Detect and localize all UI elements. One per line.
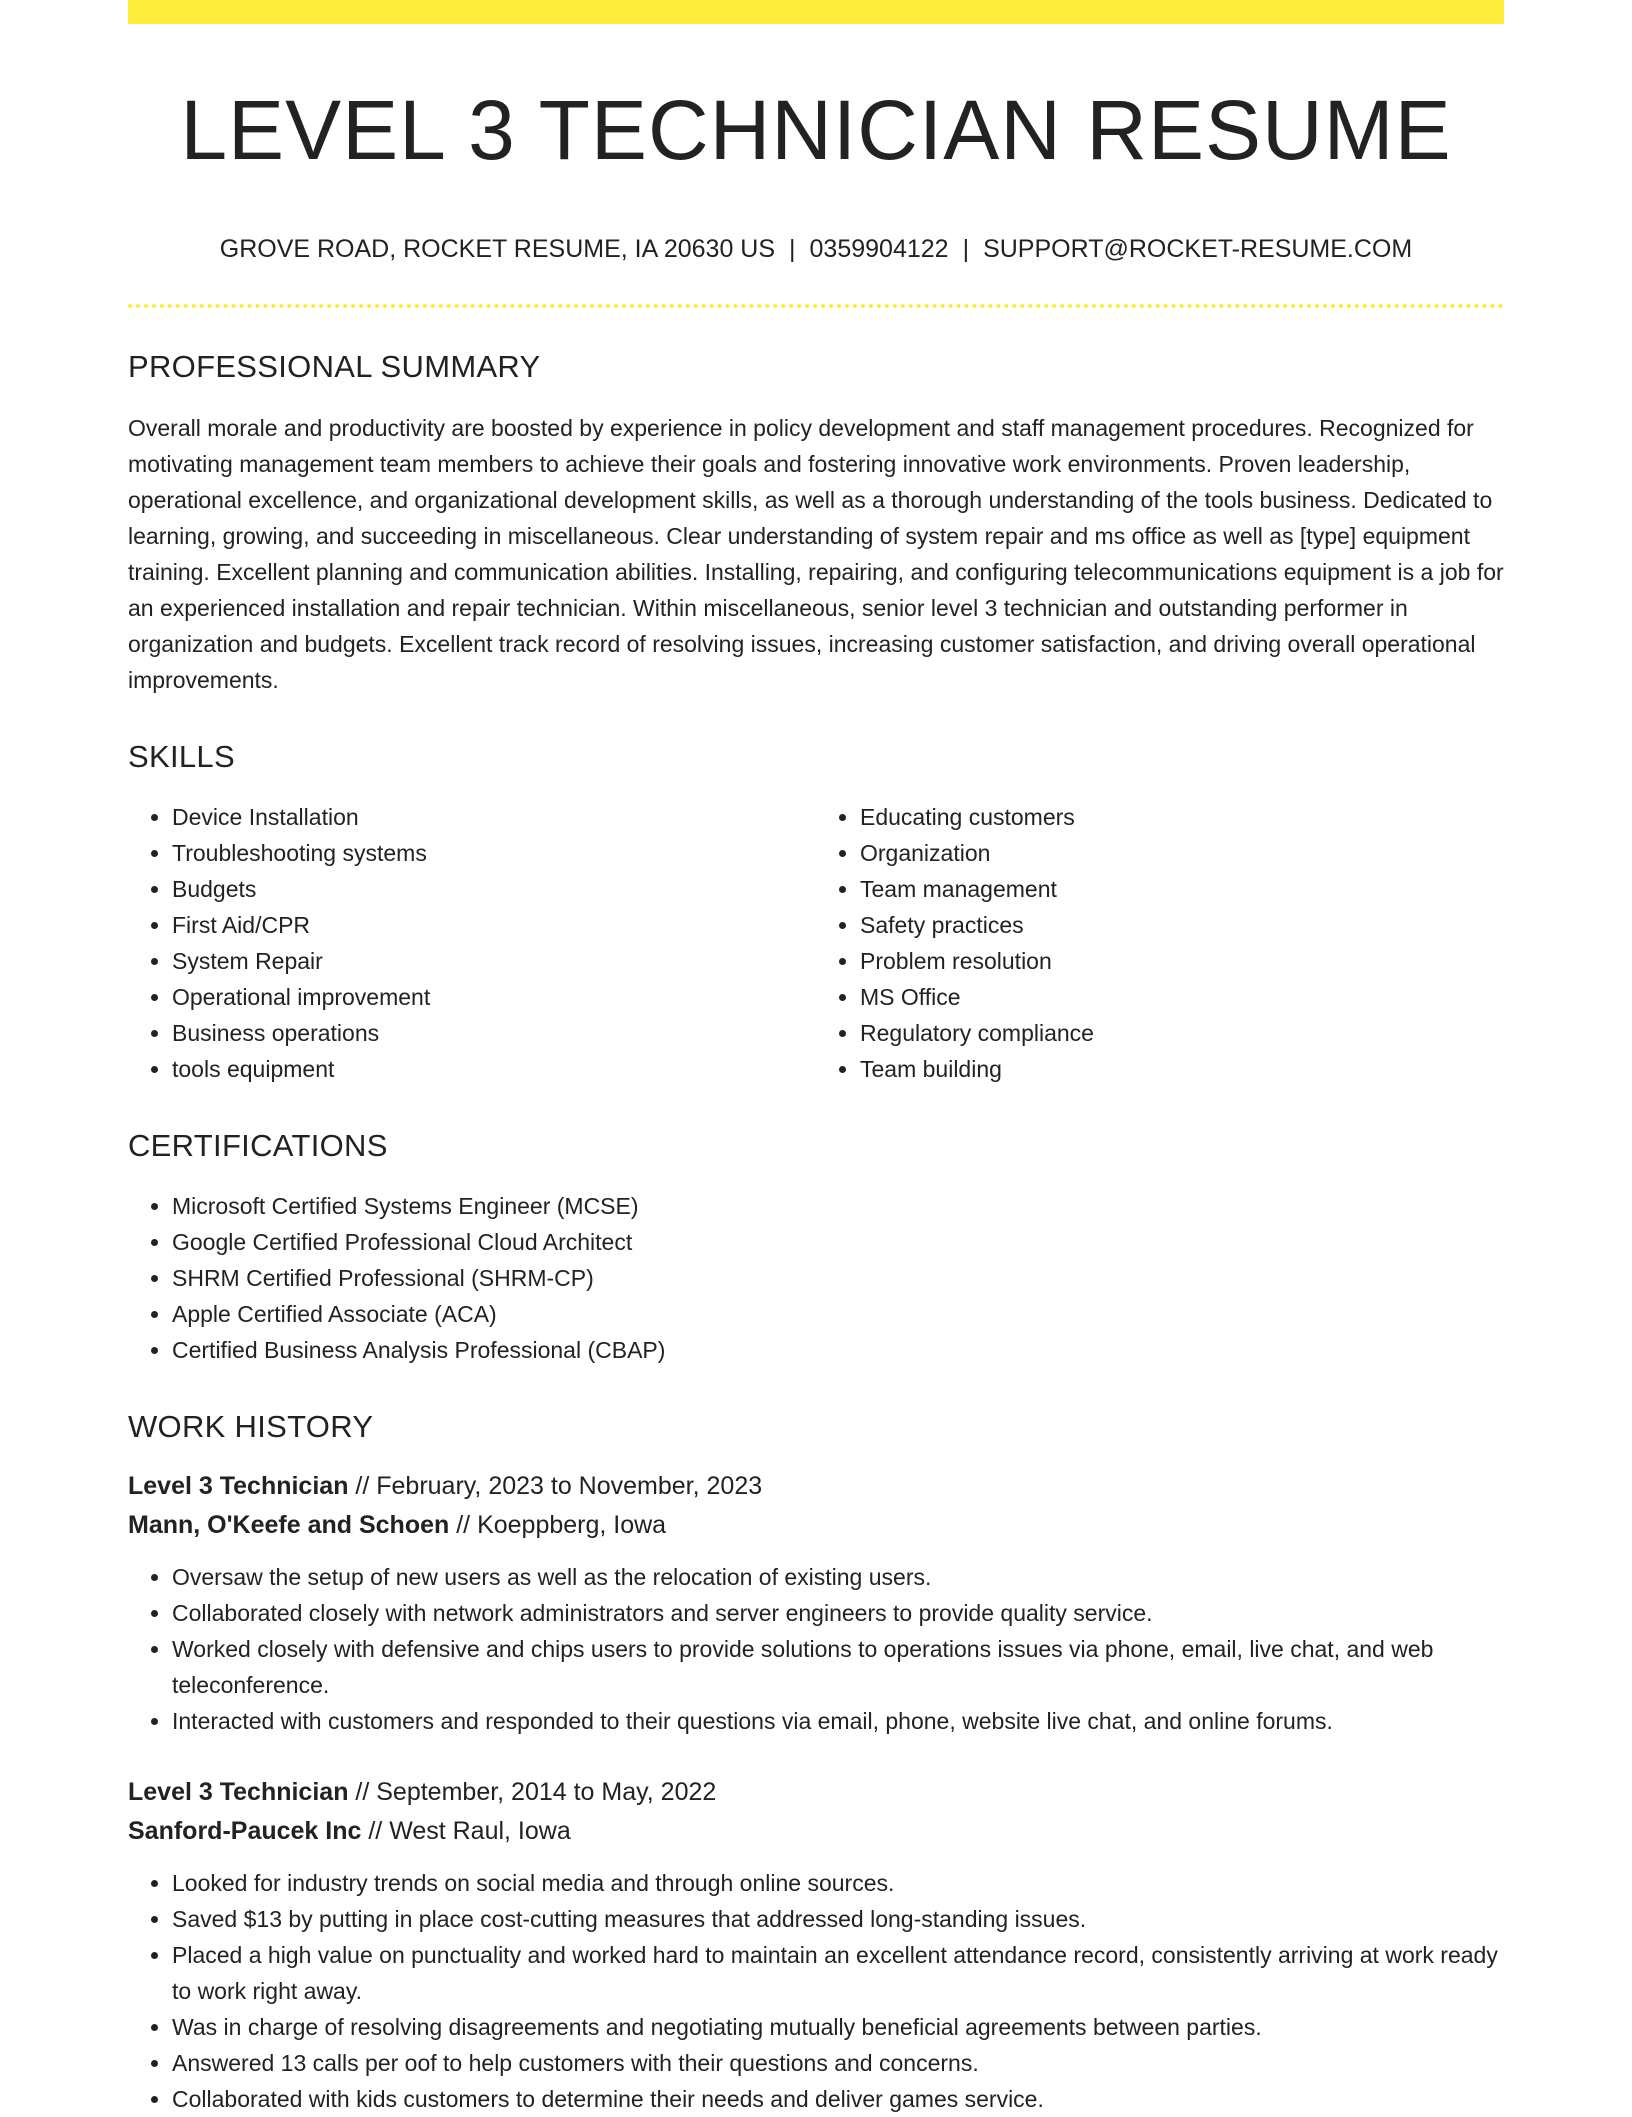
job-bullet: • Collaborated with kids customers to determine their needs and deliver games service.: [172, 2081, 1504, 2117]
skill-item: • System Repair: [172, 943, 816, 979]
skill-item: • Safety practices: [860, 907, 1504, 943]
job-dates: // February, 2023 to November, 2023: [348, 1472, 763, 1501]
work-history-heading: WORK HISTORY: [128, 1408, 374, 1444]
accent-top-bar: [128, 0, 1504, 24]
contact-email: SUPPORT@ROCKET-RESUME.COM: [983, 235, 1413, 264]
skill-item: • Team building: [860, 1051, 1504, 1087]
job-dates: // September, 2014 to May, 2022: [348, 1778, 717, 1807]
job-bullet: • Was in charge of resolving disagreements and negotiating mutually beneficial agreements between parties.: [172, 2009, 1504, 2045]
job-bullet: • Collaborated closely with network administrators and server engineers to provide quality service.: [172, 1595, 1504, 1631]
job-company: Sanford-Paucek Inc: [128, 1817, 362, 1846]
certifications-list: [128, 1188, 1504, 1368]
contact-separator: |: [789, 235, 796, 264]
job-bullet: • Oversaw the setup of new users as well as the relocation of existing users.: [172, 1559, 1504, 1595]
summary-text: Overall morale and productivity are boosted by experience in policy development and staff management procedures. Recognized for motivating management team members to achieve their goals and fostering innovative work environments. Proven leadership, operational excellence, and organizational development skills, as well as a thorough understanding of the tools business. Dedicated to learning, growing, and succeeding in miscellaneous. Clear understanding of system repair and ms office as well as [type] equipment training. Excellent planning and communication abilities. Installing, repairing, and configuring telecommunications equipment is a job for an experienced installation and repair technician. Within miscellaneous, senior level 3 technician and outstanding performer in organization and budgets. Excellent track record of resolving issues, increasing customer satisfaction, and driving overall operational improvements.: [128, 414, 1504, 693]
job-bullet: • Interacted with customers and responded to their questions via email, phone, website live chat, and online forums.: [172, 1703, 1504, 1739]
skill-item: • Team management: [860, 871, 1504, 907]
skills-list-left: [128, 799, 816, 1087]
skill-item: • Educating customers: [860, 799, 1504, 835]
job-entry: [128, 1773, 1504, 2117]
job-company: Mann, O'Keefe and Schoen: [128, 1511, 450, 1540]
job-company-line: [128, 1506, 1504, 1545]
skill-item: • Device Installation: [172, 799, 816, 835]
certification-item: • Certified Business Analysis Professional (CBAP): [172, 1332, 1504, 1368]
job-entry: [128, 1467, 1504, 1739]
job-title: Level 3 Technician: [128, 1472, 349, 1501]
skill-item: • Regulatory compliance: [860, 1015, 1504, 1051]
certification-item: • Google Certified Professional Cloud Architect: [172, 1224, 1504, 1260]
certifications-heading: CERTIFICATIONS: [128, 1127, 388, 1163]
job-bullet: • Saved $13 by putting in place cost-cutting measures that addressed long-standing issues.: [172, 1901, 1504, 1937]
skills-heading: SKILLS: [128, 738, 235, 774]
skill-item: • Business operations: [172, 1015, 816, 1051]
contact-address: GROVE ROAD, ROCKET RESUME, IA 20630 US: [219, 235, 776, 264]
skills-grid: [128, 799, 1504, 1087]
job-bullets: [128, 1559, 1504, 1739]
job-title: Level 3 Technician: [128, 1778, 349, 1807]
summary-heading: PROFESSIONAL SUMMARY: [128, 349, 541, 385]
job-title-line: [128, 1773, 1504, 1812]
job-bullet: • Looked for industry trends on social media and through online sources.: [172, 1865, 1504, 1901]
skill-item: • Operational improvement: [172, 979, 816, 1015]
skill-item: • tools equipment: [172, 1051, 816, 1087]
certification-item: • Microsoft Certified Systems Engineer (MCSE): [172, 1188, 1504, 1224]
dotted-divider: [128, 304, 1504, 308]
skill-item: • Troubleshooting systems: [172, 835, 816, 871]
skill-item: • Problem resolution: [860, 943, 1504, 979]
contact-separator: |: [962, 235, 970, 264]
job-location: // West Raul, Iowa: [361, 1817, 571, 1846]
job-bullet: • Answered 13 calls per oof to help customers with their questions and concerns.: [172, 2045, 1504, 2081]
certification-item: • Apple Certified Associate (ACA): [172, 1296, 1504, 1332]
skill-item: • First Aid/CPR: [172, 907, 816, 943]
resume-page: [128, 0, 1504, 2117]
skill-item: • Budgets: [172, 871, 816, 907]
job-location: // Koeppberg, Iowa: [449, 1511, 667, 1540]
job-company-line: [128, 1812, 1504, 1851]
skill-item: • Organization: [860, 835, 1504, 871]
job-bullet: • Worked closely with defensive and chips users to provide solutions to operations issues via phone, email, live chat, and web teleconference.: [172, 1631, 1504, 1703]
skills-list-right: [816, 799, 1504, 1087]
contact-phone: 0359904122: [809, 235, 949, 264]
job-bullets: [128, 1865, 1504, 2117]
resume-title: LEVEL 3 TECHNICIAN RESUME: [180, 83, 1452, 177]
skill-item: • MS Office: [860, 979, 1504, 1015]
certification-item: • SHRM Certified Professional (SHRM-CP): [172, 1260, 1504, 1296]
contact-line: [128, 234, 1504, 264]
job-bullet: • Placed a high value on punctuality and worked hard to maintain an excellent attendance record, consistently arriving at work ready to work right away.: [172, 1937, 1504, 2009]
job-title-line: [128, 1467, 1504, 1506]
